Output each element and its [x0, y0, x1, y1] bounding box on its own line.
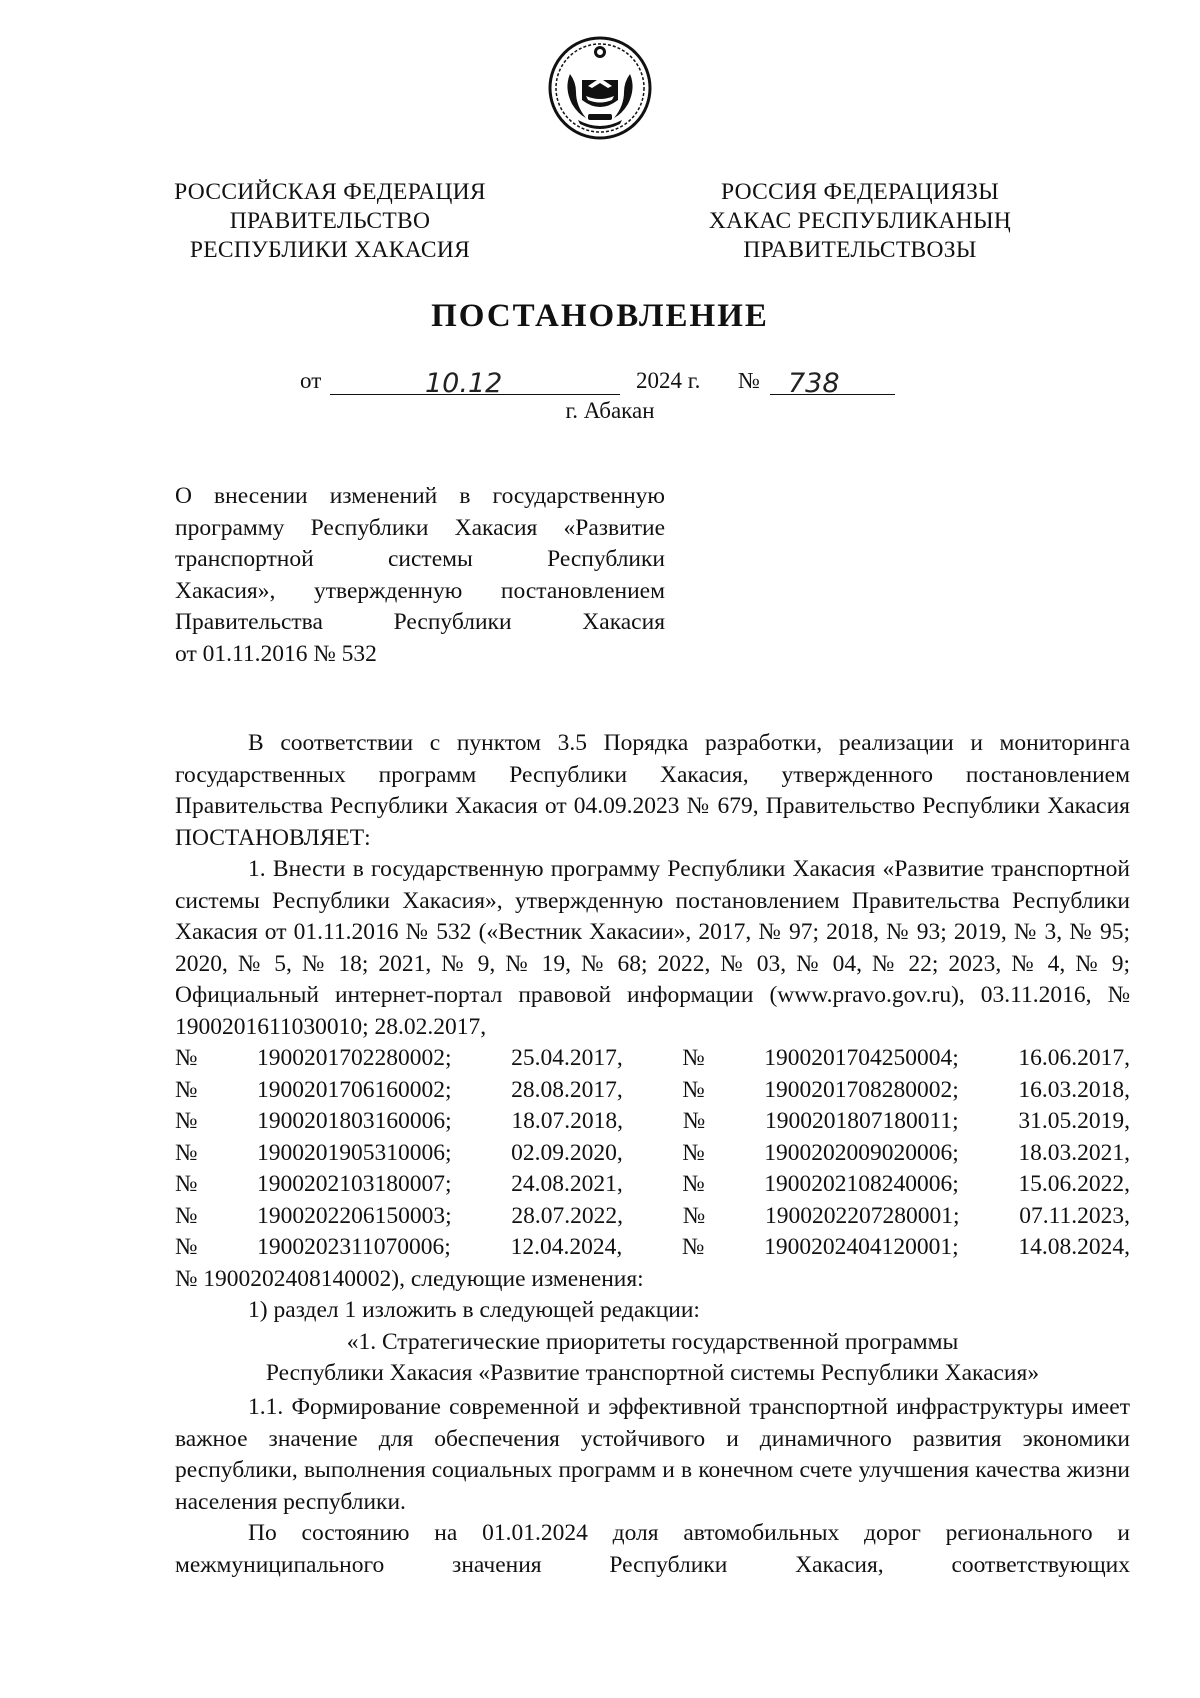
registry-table	[175, 1043, 1130, 1264]
registry-cell: 16.06.2017,	[1018, 1045, 1130, 1071]
from-label: от	[300, 368, 322, 393]
registry-cell: №	[175, 1045, 198, 1071]
subject-line: Хакасия», утвержденную постановлением	[175, 577, 665, 604]
registry-cell: №	[682, 1202, 706, 1229]
registry-cell: №	[682, 1139, 705, 1166]
section-heading-line: Республики Хакасия «Развитие транспортной системы Республики Хакасия»	[265, 1360, 1040, 1386]
registry-cell: 02.09.2020,	[511, 1139, 623, 1166]
registry-cell: №	[175, 1171, 198, 1197]
registry-cell: 28.08.2017,	[511, 1076, 623, 1103]
registry-cell: №	[682, 1108, 706, 1134]
subject-line: транспортной системы Республики	[175, 546, 665, 572]
registry-cell: 1900201702280002;	[256, 1045, 452, 1071]
intro-paragraph: В соответствии с пунктом 3.5 Порядка разработки, реализации и мониторинга государственных программ Республики Хакасия, утвержденного постановлением Правительства Республики Хакасия от 04.09.2023 № 679, Правительство Республики Хакасия ПОСТАНОВЛЯЕТ:	[175, 730, 1130, 851]
registry-cell: 16.03.2018,	[1018, 1076, 1130, 1103]
paragraph-1-1: 1.1. Формирование современной и эффективной транспортной инфраструктуры имеет важное значение для обеспечения устойчивого и динамичного развития экономики республики, выполнения социальных программ и в конечном счете улучшения качества жизни населения республики.	[175, 1394, 1130, 1515]
registry-row	[175, 1075, 1130, 1107]
header-right-line: РОССИЯ ФЕДЕРАЦИЯЗЫ	[720, 179, 1000, 205]
registry-cell: 18.03.2021,	[1018, 1139, 1130, 1166]
registry-cell: №	[175, 1108, 198, 1134]
subject-line: от 01.11.2016 № 532	[175, 640, 377, 667]
document-body	[175, 728, 1130, 1390]
registry-cell: 18.07.2018,	[511, 1108, 624, 1134]
registry-cell: 1900201807180011;	[764, 1108, 959, 1134]
header-right-line: ПРАВИТЕЛЬСТВОЗЫ	[743, 237, 977, 263]
city-label: г. Абакан	[565, 398, 655, 423]
registry-cell: №	[175, 1234, 198, 1260]
header-left-line: РОССИЙСКАЯ ФЕДЕРАЦИЯ	[174, 179, 486, 205]
registry-cell: 28.07.2022,	[511, 1202, 624, 1229]
registry-cell: №	[175, 1076, 198, 1103]
registry-cell: №	[682, 1045, 705, 1071]
registry-cell: 07.11.2023,	[1019, 1202, 1130, 1229]
header-left-line: ПРАВИТЕЛЬСТВО	[229, 208, 431, 234]
header-left-russian	[150, 178, 510, 265]
coat-of-arms-emblem	[548, 36, 652, 140]
number-label: №	[738, 368, 760, 393]
registry-cell: №	[175, 1202, 198, 1229]
registry-cell: 1900202207280001;	[764, 1202, 960, 1229]
registry-cell: 14.08.2024,	[1018, 1234, 1130, 1260]
header-right-line: ХАКАС РЕСПУБЛИКАНЫҢ	[708, 208, 1012, 234]
registry-cell: 25.04.2017,	[511, 1045, 623, 1071]
registry-cell: 1900201704250004;	[764, 1045, 959, 1071]
registry-row	[175, 1232, 1130, 1264]
registry-cell: 1900201803160006;	[257, 1108, 452, 1134]
registry-cell: №	[681, 1234, 705, 1260]
registry-cell: 1900202103180007;	[256, 1171, 452, 1197]
document-title: ПОСТАНОВЛЕНИЕ	[431, 298, 769, 334]
registry-cell: №	[175, 1139, 198, 1166]
document-subject	[175, 481, 665, 670]
registry-cell: 1900202311070006;	[257, 1234, 451, 1260]
subject-line: О внесении изменений в государственную	[175, 483, 665, 509]
header-left-line: РЕСПУБЛИКИ ХАКАСИЯ	[189, 237, 471, 263]
year-label: 2024 г.	[636, 368, 701, 393]
registry-cell: 1900202206150003;	[257, 1202, 452, 1229]
registry-cell: 1900201708280002;	[764, 1076, 959, 1103]
document-body-continued	[175, 1392, 1130, 1581]
subitem-1: 1) раздел 1 изложить в следующей редакции:	[248, 1297, 700, 1323]
registry-cell: 31.05.2019,	[1018, 1108, 1130, 1134]
registry-row	[175, 1169, 1130, 1201]
subject-line: программу Республики Хакасия «Развитие	[175, 514, 665, 541]
registry-cell: №	[682, 1171, 705, 1197]
registry-row	[175, 1201, 1130, 1233]
registry-cell: 12.04.2024,	[510, 1234, 623, 1260]
registry-cell: 1900201706160002;	[256, 1076, 452, 1103]
registry-cell: 1900202404120001;	[764, 1234, 959, 1260]
registry-cell: 1900201905310006;	[256, 1139, 452, 1166]
registry-row	[175, 1043, 1130, 1075]
registry-cell: 24.08.2021,	[511, 1171, 623, 1197]
handwritten-number: 738	[788, 368, 840, 399]
registry-row	[175, 1138, 1130, 1170]
paragraph-status: По состоянию на 01.01.2024 доля автомобильных дорог регионального и межмуниципального значения Республики Хакасия, соответствующих	[175, 1520, 1130, 1578]
registry-row	[175, 1106, 1130, 1138]
registry-cell: 1900202009020006;	[764, 1139, 959, 1166]
section-heading-line: «1. Стратегические приоритеты государственной программы	[346, 1328, 959, 1355]
registry-cell: №	[682, 1076, 705, 1103]
item-1-paragraph: 1. Внести в государственную программу Республики Хакасия «Развитие транспортной системы Республики Хакасия», утвержденную постановлением Правительства Республики Хакасия от 01.11.2016 № 532 («Вестник Хакасии», 2017, № 97; 2018, № 93; 2019, № 3, № 95; 2020, № 5, № 18; 2021, № 9, № 19, № 68; 2022, № 03, № 04, № 22; 2023, № 4, № 9; Официальный интернет-портал правовой информации (www.pravo.gov.ru), 03.11.2016, № 1900201611030010; 28.02.2017,	[175, 856, 1130, 1040]
header-right-khakas	[680, 178, 1040, 265]
registry-tail: № 1900202408140002), следующие изменения:	[175, 1265, 644, 1292]
subject-line: Правительства Республики Хакасия	[175, 609, 665, 635]
registry-cell: 15.06.2022,	[1018, 1171, 1130, 1197]
registry-cell: 1900202108240006;	[764, 1171, 959, 1197]
handwritten-date: 10.12	[425, 368, 503, 399]
